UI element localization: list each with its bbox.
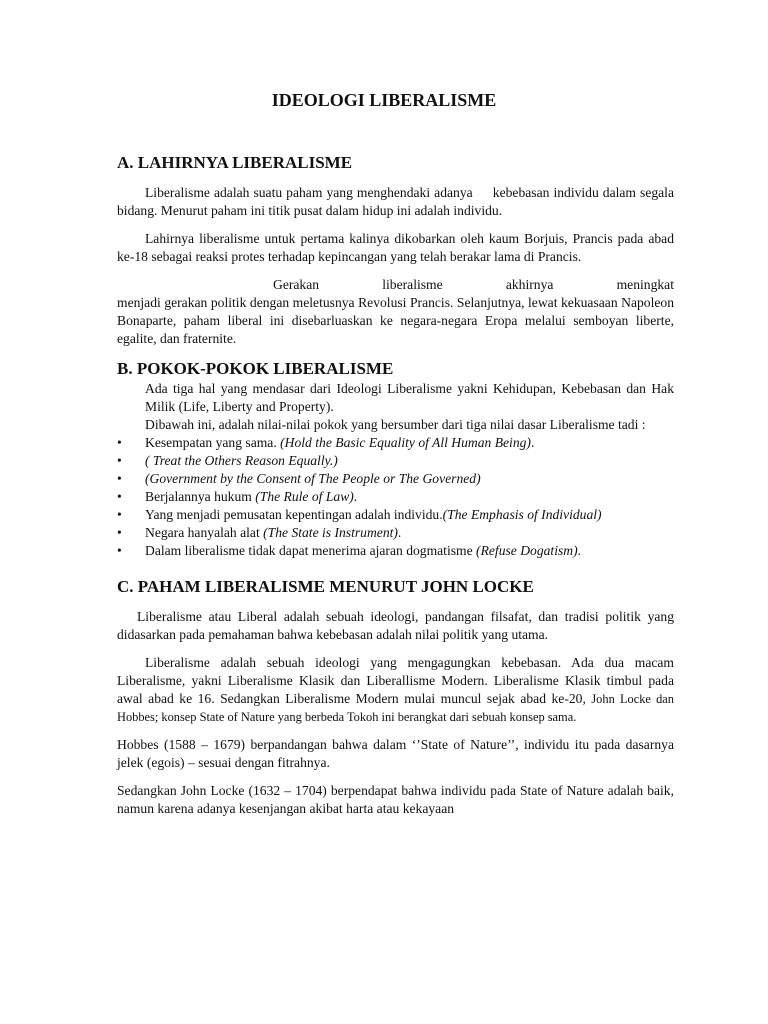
section-c-heading: C. PAHAM LIBERALISME MENURUT JOHN LOCKE <box>117 577 534 596</box>
section-c-paragraph-2: Liberalisme adalah sebuah ideologi yang mengagungkan kebebasan. Ada dua macam Liberalisme, yakni Liberalisme Klasik dan Liberallisme Modern. Liberalisme Klasik timbul pada awal abad ke 16. Sedangkan Liberalisme Modern mulai muncul sejak abad ke-20, John Locke dan Hobbes; konsep State of Nature yang berbeda Tokoh ini berangkat dari sebuah konsep sama. <box>117 655 675 724</box>
list-item: • Berjalannya hukum (The Rule of Law). <box>117 488 674 506</box>
section-a-paragraph-2: Lahirnya liberalisme untuk pertama kalinya dikobarkan oleh kaum Borjuis, Prancis pada abad ke-18 sebagai reaksi protes terhadap kepincangan yang telah berakar lama di Prancis. <box>117 231 674 264</box>
list-item: • Kesempatan yang sama. (Hold the Basic Equality of All Human Being). <box>117 434 674 452</box>
section-a-paragraph-3-first-line: Gerakan liberalisme akhirnya meningkat <box>273 277 674 292</box>
list-item: • Negara hanyalah alat (The State is Instrument). <box>117 524 674 542</box>
section-b-intro-2: Dibawah ini, adalah nilai-nilai pokok yang bersumber dari tiga nilai dasar Liberalisme tadi : <box>145 417 646 432</box>
list-item: • Dalam liberalisme tidak dapat menerima ajaran dogmatisme (Refuse Dogatism). <box>117 542 674 560</box>
section-c-paragraph-3: Hobbes (1588 – 1679) berpandangan bahwa dalam ‘’State of Nature’’, individu itu pada dasarnya jelek (egois) – sesuai dengan fitrahnya. <box>117 737 674 770</box>
list-item: • Yang menjadi pemusatan kepentingan adalah individu.(The Emphasis of Individual) <box>117 506 674 524</box>
section-a-paragraph-1: Liberalisme adalah suatu paham yang menghendaki adanya kebebasan individu dalam segala bidang. Menurut paham ini titik pusat dalam hidup ini adalah individu. <box>117 185 678 218</box>
liberalism-values-list <box>117 434 674 560</box>
document-body <box>117 152 678 818</box>
list-item: • (Government by the Consent of The People or The Governed) <box>117 470 674 488</box>
section-c-paragraph-1: Liberalisme atau Liberal adalah sebuah ideologi, pandangan filsafat, dan tradisi politik yang didasarkan pada pemahaman bahwa kebebasan adalah nilai politik yang utama. <box>117 609 674 642</box>
section-b-intro-1: Ada tiga hal yang mendasar dari Ideologi Liberalisme yakni Kehidupan, Kebebasan dan Hak Milik (Life, Liberty and Property). <box>145 381 674 414</box>
document-title: IDEOLOGI LIBERALISME <box>271 90 497 110</box>
list-item: • ( Treat the Others Reason Equally.) <box>117 452 674 470</box>
section-a-heading: A. LAHIRNYA LIBERALISME <box>117 153 353 172</box>
section-b-heading: B. POKOK-POKOK LIBERALISME <box>117 359 394 378</box>
section-a-paragraph-3: menjadi gerakan politik dengan meletusnya Revolusi Prancis. Selanjutnya, lewat kekuasaan Napoleon Bonaparte, paham liberal ini disebarluaskan ke negara-negara Eropa melalui semboyan liberte, egalite, dan fraternite. <box>117 295 674 346</box>
section-c-paragraph-4: Sedangkan John Locke (1632 – 1704) berpendapat bahwa individu pada State of Nature adalah baik, namun karena adanya kesenjangan akibat harta atau kekayaan <box>117 783 674 816</box>
